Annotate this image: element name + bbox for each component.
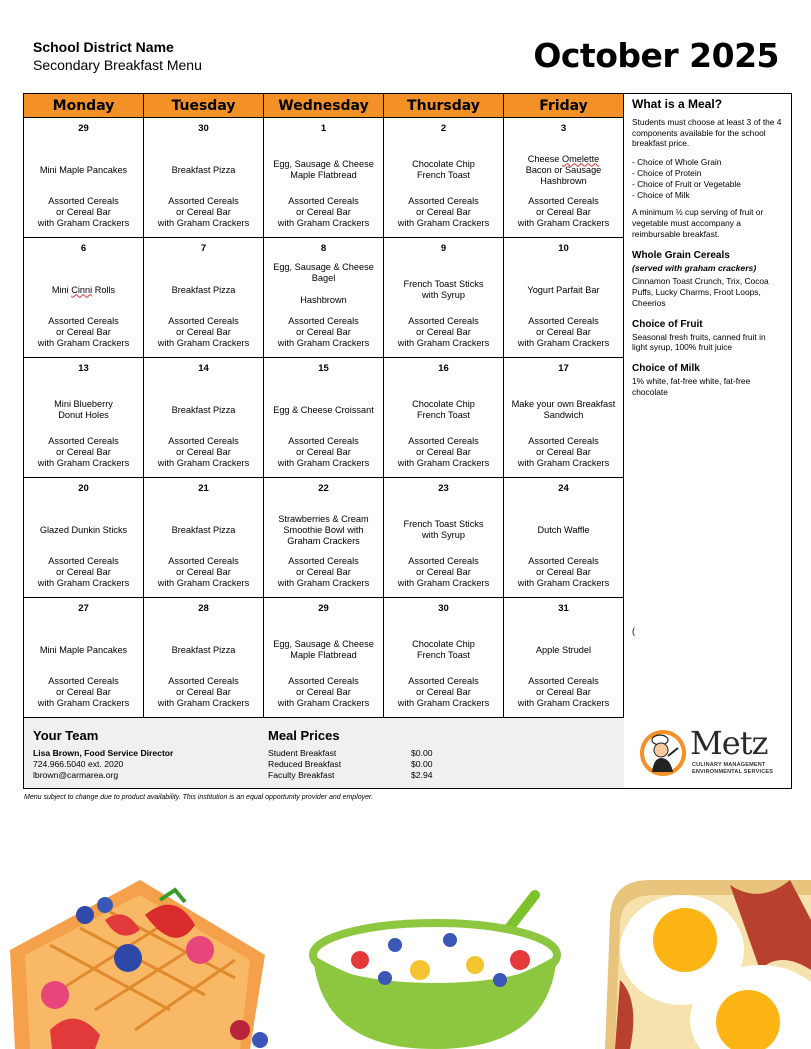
cereal-side-line: Assorted Cereals <box>408 196 479 206</box>
grain-subtitle: (served with graham crackers) <box>632 262 757 273</box>
cereal-side-line: or Cereal Bar <box>296 447 351 457</box>
weekday-wednesday: Wednesday <box>264 94 384 118</box>
menu-item <box>26 626 141 674</box>
menu-item <box>386 146 501 194</box>
cereal-side-line: with Graham Crackers <box>157 218 250 228</box>
cereal-side-line: or Cereal Bar <box>536 447 591 457</box>
cereal-side-line: with Graham Crackers <box>397 578 490 588</box>
cereal-sides <box>386 316 501 349</box>
calendar <box>24 94 624 718</box>
day-number: 7 <box>200 243 207 254</box>
day-cell <box>264 358 384 478</box>
cereal-sides <box>146 436 261 469</box>
fruit-text: Seasonal fresh fruits, canned fruit in light syrup, 100% fruit juice <box>632 331 766 353</box>
cereal-side-line: with Graham Crackers <box>397 338 490 348</box>
weekday-tuesday: Tuesday <box>144 94 264 118</box>
day-cell <box>144 478 264 598</box>
day-cell <box>384 238 504 358</box>
cereal-sides <box>506 196 621 229</box>
disclaimer: Menu subject to change due to product availability. This institution is an equal opportunity provider and employer. <box>24 794 374 801</box>
day-number: 24 <box>558 483 569 494</box>
menu-item-line: French Toast Sticks <box>403 279 484 289</box>
menu-item-line: Glazed Dunkin Sticks <box>39 524 128 535</box>
cereal-side-line: Assorted Cereals <box>48 316 119 326</box>
cereal-side-line: with Graham Crackers <box>397 698 490 708</box>
component-list <box>632 157 783 200</box>
menu-item-line: Hashbrown <box>540 175 587 186</box>
cereal-side-line: or Cereal Bar <box>176 207 231 217</box>
price-label: Faculty Breakfast <box>268 770 335 780</box>
menu-item-line: with Syrup <box>422 530 465 540</box>
day-number: 9 <box>440 243 447 254</box>
day-cell <box>264 238 384 358</box>
price-value: $0.00 <box>411 759 433 769</box>
day-number: 1 <box>320 123 327 134</box>
menu-item-line: Smoothie Bowl with <box>283 524 364 535</box>
menu-item-line: Maple Flatbread <box>290 650 357 660</box>
cereal-side-line: with Graham Crackers <box>37 578 130 588</box>
menu-item-line: Mini Maple Pancakes <box>39 164 128 175</box>
cereal-sides <box>506 436 621 469</box>
day-number: 29 <box>78 123 89 134</box>
fruit-title: Choice of Fruit <box>632 318 703 330</box>
menu-item-line: Chocolate Chip <box>412 639 475 649</box>
menu-item-line: French Toast <box>417 650 470 660</box>
menu-item-line: Graham Crackers <box>287 535 360 546</box>
cereal-side-line: Assorted Cereals <box>408 676 479 686</box>
menu-item-line: Bacon or Sausage <box>525 164 602 175</box>
cereal-side-line: or Cereal Bar <box>176 687 231 697</box>
menu-item-line: Mini Blueberry <box>54 399 113 409</box>
cereal-side-line: with Graham Crackers <box>517 698 610 708</box>
director-name: Lisa Brown, Food Service Director <box>33 748 174 758</box>
day-cell <box>24 238 144 358</box>
cereal-side-line: Assorted Cereals <box>408 316 479 326</box>
menu-item-line: Breakfast Pizza <box>171 404 236 415</box>
price-label: Reduced Breakfast <box>268 759 342 769</box>
team-contact <box>33 748 173 781</box>
cereal-side-line: with Graham Crackers <box>157 338 250 348</box>
day-number: 3 <box>560 123 567 134</box>
day-number: 10 <box>558 243 569 254</box>
menu-item <box>266 146 381 194</box>
cereal-sides <box>266 436 381 469</box>
menu-item-line <box>266 284 381 295</box>
footer-panel <box>24 718 624 788</box>
cereal-side-line: Assorted Cereals <box>408 436 479 446</box>
day-number: 30 <box>438 603 449 614</box>
menu-item-line: Cheese Omelette <box>527 153 600 164</box>
cereal-side-line: or Cereal Bar <box>296 567 351 577</box>
menu-item-line: French Toast Sticks <box>403 519 484 529</box>
menu-item <box>26 266 141 314</box>
component-item: - Choice of Fruit or Vegetable <box>632 178 741 189</box>
cereal-side-line: Assorted Cereals <box>528 316 599 326</box>
day-cell <box>264 478 384 598</box>
menu-item <box>26 506 141 554</box>
price-value: $2.94 <box>411 770 433 780</box>
cereal-sides <box>506 556 621 589</box>
price-row <box>268 748 433 759</box>
cereal-bowl-icon <box>313 895 557 1049</box>
menu-item <box>146 146 261 194</box>
cereal-side-line: Assorted Cereals <box>48 676 119 686</box>
cereal-sides <box>26 676 141 709</box>
menu-item <box>266 262 381 310</box>
cereal-side-line: Assorted Cereals <box>528 196 599 206</box>
menu-item <box>506 386 621 434</box>
cereal-side-line: or Cereal Bar <box>536 207 591 217</box>
menu-item-line: Dutch Waffle <box>537 524 590 535</box>
cereal-side-line: Assorted Cereals <box>288 556 359 566</box>
menu-item-line: Breakfast Pizza <box>171 164 236 175</box>
day-cell <box>504 118 624 238</box>
grain-title: Whole Grain Cereals <box>632 249 730 261</box>
menu-item-line: with Syrup <box>422 290 465 300</box>
cereal-side-line: Assorted Cereals <box>288 676 359 686</box>
waffle-icon <box>10 880 268 1049</box>
cereal-side-line: with Graham Crackers <box>277 698 370 708</box>
menu-item-line: French Toast <box>417 410 470 420</box>
cereal-side-line: Assorted Cereals <box>528 436 599 446</box>
day-number: 27 <box>78 603 89 614</box>
day-cell <box>504 598 624 718</box>
cereal-side-line: Assorted Cereals <box>168 676 239 686</box>
weekday-friday: Friday <box>504 94 624 118</box>
cereal-sides <box>146 196 261 229</box>
day-number: 31 <box>558 603 569 614</box>
menu-item <box>146 626 261 674</box>
menu-item-line: Egg, Sausage & Cheese <box>273 262 374 272</box>
cereal-side-line: or Cereal Bar <box>56 327 111 337</box>
menu-item <box>26 386 141 434</box>
cereal-sides <box>146 556 261 589</box>
cereal-side-line: Assorted Cereals <box>288 436 359 446</box>
day-cell <box>264 118 384 238</box>
cereal-side-line: or Cereal Bar <box>56 207 111 217</box>
menu-item-line: Mini Cinni Rolls <box>51 284 116 295</box>
eggs-bacon-toast-icon <box>605 880 811 1049</box>
menu-item-line: Sandwich <box>543 410 584 420</box>
cereal-side-line: with Graham Crackers <box>397 458 490 468</box>
team-title: Your Team <box>33 728 99 743</box>
day-cell <box>504 358 624 478</box>
cereal-side-line: with Graham Crackers <box>157 578 250 588</box>
component-item: - Choice of Protein <box>632 167 702 178</box>
price-value: $0.00 <box>411 748 433 758</box>
cereal-sides <box>26 316 141 349</box>
cereal-side-line: or Cereal Bar <box>296 687 351 697</box>
day-cell <box>24 118 144 238</box>
cereal-sides <box>266 676 381 709</box>
cereal-side-line: or Cereal Bar <box>176 327 231 337</box>
cereal-side-line: with Graham Crackers <box>517 218 610 228</box>
weekday-thursday: Thursday <box>384 94 504 118</box>
menu-item <box>386 506 501 554</box>
cereal-side-line: or Cereal Bar <box>56 567 111 577</box>
menu-item-line: Chocolate Chip <box>412 399 475 409</box>
cereal-side-line: with Graham Crackers <box>277 458 370 468</box>
cereal-sides <box>26 436 141 469</box>
cereal-sides <box>146 316 261 349</box>
cereal-sides <box>266 316 381 349</box>
day-number: 8 <box>320 243 327 254</box>
cereal-side-line: or Cereal Bar <box>56 447 111 457</box>
menu-item-line: Strawberries & Cream <box>278 513 369 524</box>
cereal-side-line: with Graham Crackers <box>277 218 370 228</box>
menu-item-line: Egg, Sausage & Cheese <box>273 159 374 169</box>
header-left <box>33 38 202 74</box>
cereal-side-line: Assorted Cereals <box>168 556 239 566</box>
cereal-sides <box>386 196 501 229</box>
cereal-side-line: Assorted Cereals <box>288 316 359 326</box>
day-number: 21 <box>198 483 209 494</box>
cereal-side-line: with Graham Crackers <box>277 338 370 348</box>
price-row <box>268 759 433 770</box>
day-cell <box>384 478 504 598</box>
prices-title: Meal Prices <box>268 728 340 743</box>
day-cell <box>504 478 624 598</box>
district-name: School District Name <box>33 39 174 55</box>
week-row <box>24 358 624 478</box>
menu-item-line: Egg & Cheese Croissant <box>273 404 374 415</box>
cereal-side-line: Assorted Cereals <box>528 676 599 686</box>
cereal-side-line: or Cereal Bar <box>416 207 471 217</box>
menu-item <box>506 266 621 314</box>
cereal-side-line: or Cereal Bar <box>416 447 471 457</box>
sidebar-title: What is a Meal? <box>632 97 723 111</box>
director-email[interactable]: lbrown@carmarea.org <box>33 770 119 780</box>
day-cell <box>384 358 504 478</box>
logo-tagline <box>692 762 773 775</box>
day-cell <box>384 598 504 718</box>
menu-item-line: Yogurt Parfait Bar <box>527 284 600 295</box>
cereal-side-line: with Graham Crackers <box>157 698 250 708</box>
menu-item <box>506 146 621 194</box>
milk-text: 1% white, fat-free white, fat-free chocolate <box>632 375 751 397</box>
menu-item <box>266 626 381 674</box>
sidebar-intro: Students must choose at least 3 of the 4 components available for the school breakfast price. <box>632 116 782 149</box>
menu-item-line: Hashbrown <box>300 295 347 305</box>
cereal-side-line: or Cereal Bar <box>296 327 351 337</box>
menu-item <box>266 386 381 434</box>
cereal-side-line: with Graham Crackers <box>277 578 370 588</box>
day-number: 23 <box>438 483 449 494</box>
weekday-header <box>24 94 624 118</box>
day-number: 29 <box>318 603 329 614</box>
price-label: Student Breakfast <box>268 748 337 758</box>
menu-item <box>506 626 621 674</box>
day-cell <box>504 238 624 358</box>
day-cell <box>24 478 144 598</box>
logo-line: ENVIRONMENTAL SERVICES <box>692 768 774 775</box>
cereal-side-line: or Cereal Bar <box>536 327 591 337</box>
menu-item-line: Apple Strudel <box>535 644 592 655</box>
menu-item-line: Breakfast Pizza <box>171 524 236 535</box>
cereal-side-line: Assorted Cereals <box>408 556 479 566</box>
menu-item <box>266 506 381 554</box>
metz-logo <box>638 724 782 778</box>
cereal-side-line: or Cereal Bar <box>536 687 591 697</box>
day-number: 30 <box>198 123 209 134</box>
price-list <box>268 748 433 781</box>
cereal-side-line: Assorted Cereals <box>48 436 119 446</box>
cereal-sides <box>266 556 381 589</box>
cereal-side-line: Assorted Cereals <box>288 196 359 206</box>
day-cell <box>144 598 264 718</box>
menu-item-line: Breakfast Pizza <box>171 284 236 295</box>
cereal-side-line: Assorted Cereals <box>48 556 119 566</box>
chef-icon <box>638 728 688 778</box>
menu-item <box>146 386 261 434</box>
cereal-side-line: Assorted Cereals <box>168 316 239 326</box>
day-number: 22 <box>318 483 329 494</box>
menu-item <box>26 146 141 194</box>
menu-item <box>506 506 621 554</box>
stray-character: ( <box>632 626 635 636</box>
day-number: 17 <box>558 363 569 374</box>
week-row <box>24 118 624 238</box>
day-number: 14 <box>198 363 209 374</box>
menu-item-line: French Toast <box>417 170 470 180</box>
day-number: 13 <box>78 363 89 374</box>
cereal-sides <box>506 676 621 709</box>
month-title: October 2025 <box>533 36 779 75</box>
cereal-side-line: or Cereal Bar <box>536 567 591 577</box>
minimum-note: A minimum ½ cup serving of fruit or vegetable must accompany a reimbursable breakfast. <box>632 207 764 239</box>
component-item: - Choice of Milk <box>632 189 690 200</box>
menu-item <box>146 506 261 554</box>
day-number: 20 <box>78 483 89 494</box>
meal-info-sidebar <box>624 94 791 788</box>
milk-title: Choice of Milk <box>632 363 700 375</box>
week-row <box>24 238 624 358</box>
weekday-monday: Monday <box>24 94 144 118</box>
day-number: 6 <box>80 243 87 254</box>
day-cell <box>24 598 144 718</box>
cereal-side-line: or Cereal Bar <box>176 567 231 577</box>
day-number: 28 <box>198 603 209 614</box>
cereal-side-line: Assorted Cereals <box>528 556 599 566</box>
cereal-sides <box>146 676 261 709</box>
cereal-side-line: Assorted Cereals <box>48 196 119 206</box>
day-cell <box>144 238 264 358</box>
cereal-sides <box>386 556 501 589</box>
cereal-side-line: with Graham Crackers <box>397 218 490 228</box>
menu-item-line: Make your own Breakfast <box>511 399 616 409</box>
menu-frame <box>23 93 792 789</box>
day-number: 15 <box>318 363 329 374</box>
cereal-sides <box>386 676 501 709</box>
cereal-sides <box>26 556 141 589</box>
cereal-side-line: or Cereal Bar <box>176 447 231 457</box>
cereal-side-line: Assorted Cereals <box>168 196 239 206</box>
breakfast-illustrations <box>0 860 811 1049</box>
cereal-side-line: or Cereal Bar <box>416 687 471 697</box>
menu-item <box>386 626 501 674</box>
menu-item-line: Chocolate Chip <box>412 159 475 169</box>
cereal-side-line: with Graham Crackers <box>157 458 250 468</box>
cereal-side-line: or Cereal Bar <box>56 687 111 697</box>
day-cell <box>24 358 144 478</box>
menu-item-line: Mini Maple Pancakes <box>39 644 128 655</box>
calendar-weeks <box>24 118 624 718</box>
menu-item <box>386 386 501 434</box>
menu-item-line: Breakfast Pizza <box>171 644 236 655</box>
cereal-side-line: with Graham Crackers <box>37 338 130 348</box>
cereal-side-line: with Graham Crackers <box>37 218 130 228</box>
cereal-sides <box>26 196 141 229</box>
day-cell <box>264 598 384 718</box>
menu-item-line: Egg, Sausage & Cheese <box>273 639 374 649</box>
cereal-sides <box>386 436 501 469</box>
logo-word: Metz <box>690 724 768 762</box>
menu-item <box>146 266 261 314</box>
week-row <box>24 478 624 598</box>
cereal-side-line: with Graham Crackers <box>517 338 610 348</box>
menu-item-line: Maple Flatbread <box>290 170 357 180</box>
day-cell <box>384 118 504 238</box>
cereal-side-line: or Cereal Bar <box>416 567 471 577</box>
week-row <box>24 598 624 718</box>
cereal-sides <box>266 196 381 229</box>
day-cell <box>144 358 264 478</box>
cereal-side-line: with Graham Crackers <box>37 458 130 468</box>
component-item: - Choice of Whole Grain <box>632 157 722 168</box>
cereal-sides <box>506 316 621 349</box>
cereal-side-line: with Graham Crackers <box>37 698 130 708</box>
day-number: 2 <box>440 123 447 134</box>
day-number: 16 <box>438 363 449 374</box>
cereal-side-line: with Graham Crackers <box>517 578 610 588</box>
menu-name: Secondary Breakfast Menu <box>33 57 202 73</box>
menu-item-line: Donut Holes <box>58 410 109 420</box>
cereal-side-line: or Cereal Bar <box>296 207 351 217</box>
logo-line: CULINARY MANAGEMENT <box>692 762 766 768</box>
grain-text: Cinnamon Toast Crunch, Trix, Cocoa Puffs, Lucky Charms, Froot Loops, Cheerios <box>632 276 769 308</box>
menu-item <box>386 266 501 314</box>
menu-item-line: Bagel <box>311 273 336 283</box>
cereal-side-line: with Graham Crackers <box>517 458 610 468</box>
director-phone: 724.966.5040 ext. 2020 <box>33 759 124 769</box>
cereal-side-line: or Cereal Bar <box>416 327 471 337</box>
price-row <box>268 770 433 781</box>
day-cell <box>144 118 264 238</box>
cereal-side-line: Assorted Cereals <box>168 436 239 446</box>
